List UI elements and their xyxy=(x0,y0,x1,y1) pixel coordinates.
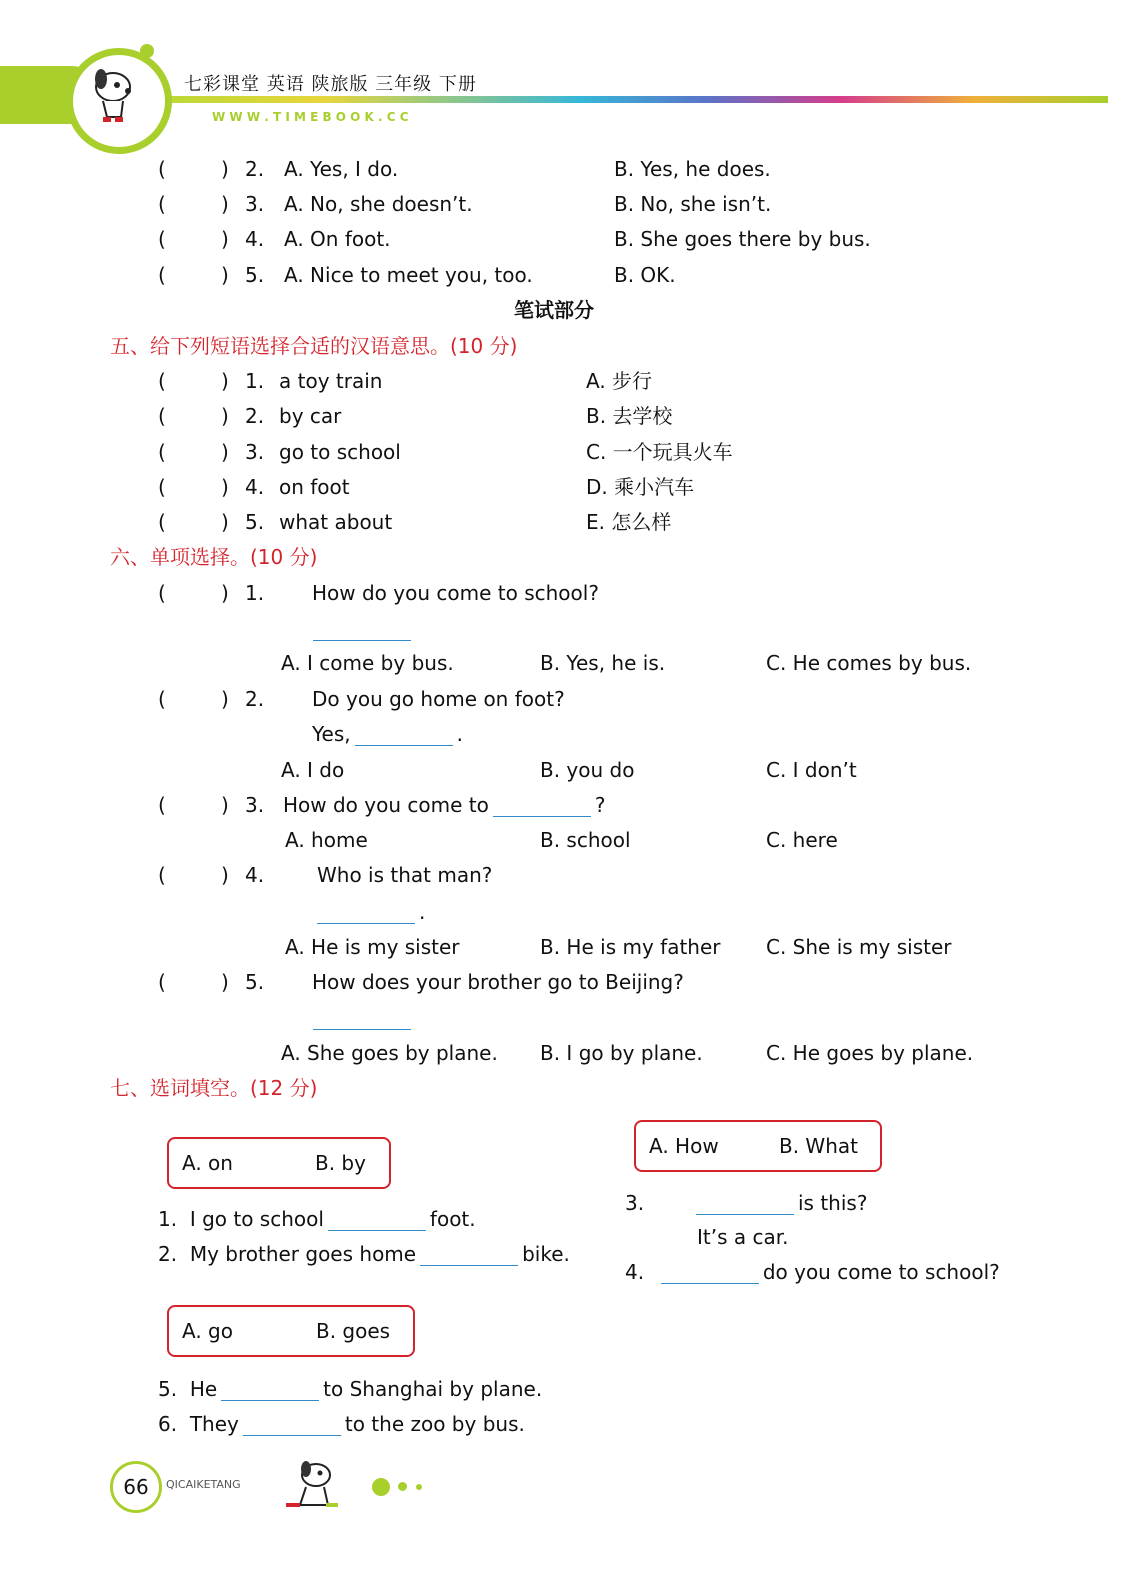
dog-mascot-icon xyxy=(73,55,151,133)
paren-close: ) xyxy=(221,157,229,181)
choice-a: A. home xyxy=(285,828,368,852)
option-b: B. No, she isn’t. xyxy=(614,192,772,216)
footer-dot-large xyxy=(372,1478,390,1496)
paren-open: ( xyxy=(158,263,166,287)
question-text: Who is that man? xyxy=(317,863,493,887)
written-part-title: 笔试部分 xyxy=(514,298,594,322)
section7-title: 七、选词填空。(12 分) xyxy=(110,1076,318,1100)
answer-blank[interactable] xyxy=(420,1247,518,1266)
english-phrase: on foot xyxy=(279,475,350,499)
item-number: 4. xyxy=(245,475,265,499)
sentence-6: 6. They to the zoo by bus. xyxy=(158,1412,525,1436)
answer-blank[interactable] xyxy=(661,1265,759,1284)
choice-c: C. She is my sister xyxy=(766,935,952,959)
question-text: Do you go home on foot? xyxy=(312,687,565,711)
answer-blank[interactable] xyxy=(317,905,415,924)
section6-title: 六、单项选择。(10 分) xyxy=(110,545,318,569)
item-number: 2. xyxy=(245,404,265,428)
question-line: How do you come to ? xyxy=(283,793,606,817)
option-b: B. She goes there by bus. xyxy=(614,227,871,251)
option-a: A. Yes, I do. xyxy=(284,157,399,181)
sentence-2: 2. My brother goes home bike. xyxy=(158,1242,570,1266)
word-option: B. What xyxy=(779,1134,858,1158)
chinese-option: B. 去学校 xyxy=(586,404,673,428)
sentence-3: is this? xyxy=(692,1191,867,1215)
paren-open: ( xyxy=(158,192,166,216)
chinese-option: C. 一个玩具火车 xyxy=(586,440,733,464)
word-option: B. by xyxy=(315,1151,366,1175)
english-phrase: go to school xyxy=(279,440,401,464)
choice-a: A. I do xyxy=(281,758,345,782)
answer-line: . xyxy=(317,900,425,924)
footer-dot-small xyxy=(416,1484,422,1490)
answer-blank[interactable] xyxy=(221,1382,319,1401)
item-number: 4. xyxy=(245,227,265,251)
word-option: A. on xyxy=(182,1151,233,1175)
choice-c: C. He comes by bus. xyxy=(766,651,972,675)
question-number: 4. xyxy=(245,863,265,887)
word-box-how-what xyxy=(634,1120,882,1172)
word-option: A. go xyxy=(182,1319,233,1343)
question-text: How do you come to school? xyxy=(312,581,599,605)
item-number: 3. xyxy=(245,440,265,464)
footer-brand: QICAIKETANG xyxy=(166,1478,241,1491)
choice-a: A. I come by bus. xyxy=(281,651,454,675)
word-option: A. How xyxy=(649,1134,719,1158)
paren-close: ) xyxy=(221,227,229,251)
item-number: 5. xyxy=(245,263,265,287)
choice-b: B. school xyxy=(540,828,631,852)
chinese-option: A. 步行 xyxy=(586,369,653,393)
question-text: How does your brother go to Beijing? xyxy=(312,970,684,994)
choice-a: A. She goes by plane. xyxy=(281,1041,498,1065)
paren-close: ) xyxy=(221,263,229,287)
answer-blank[interactable] xyxy=(313,640,411,641)
english-phrase: what about xyxy=(279,510,393,534)
reply-line: Yes, . xyxy=(312,722,464,746)
answer-blank[interactable] xyxy=(243,1417,341,1436)
footer-dot-medium xyxy=(398,1482,407,1491)
option-a: A. No, she doesn’t. xyxy=(284,192,473,216)
english-phrase: by car xyxy=(279,404,342,428)
english-phrase: a toy train xyxy=(279,369,383,393)
header-dot xyxy=(140,44,154,58)
question-number: 2. xyxy=(245,687,265,711)
word-box-on-by xyxy=(167,1137,391,1189)
item-number: 5. xyxy=(245,510,265,534)
sentence-3-reply: It’s a car. xyxy=(697,1225,789,1249)
choice-b: B. you do xyxy=(540,758,635,782)
choice-c: C. here xyxy=(766,828,838,852)
sentence-3-number: 3. xyxy=(625,1191,645,1215)
answer-blank[interactable] xyxy=(493,798,591,817)
option-b: B. Yes, he does. xyxy=(614,157,771,181)
header-rainbow-line xyxy=(150,96,1108,103)
option-b: B. OK. xyxy=(614,263,676,287)
answer-blank[interactable] xyxy=(696,1196,794,1215)
item-number: 1. xyxy=(245,369,265,393)
answer-blank[interactable] xyxy=(328,1212,426,1231)
paren-open: ( xyxy=(158,157,166,181)
paren-close: ) xyxy=(221,192,229,216)
sentence-5: 5. He to Shanghai by plane. xyxy=(158,1377,543,1401)
question-number: 1. xyxy=(245,581,265,605)
item-number: 2. xyxy=(245,157,265,181)
choice-b: B. He is my father xyxy=(540,935,721,959)
chinese-option: D. 乘小汽车 xyxy=(586,475,695,499)
option-a: A. Nice to meet you, too. xyxy=(284,263,533,287)
word-option: B. goes xyxy=(316,1319,391,1343)
item-number: 3. xyxy=(245,192,265,216)
sentence-4: 4. do you come to school? xyxy=(625,1260,1000,1284)
paren-open: ( xyxy=(158,227,166,251)
choice-c: C. I don’t xyxy=(766,758,857,782)
question-number: 5. xyxy=(245,970,265,994)
word-box-go-goes xyxy=(167,1305,415,1357)
mascot-logo xyxy=(66,48,172,154)
section5-title: 五、给下列短语选择合适的汉语意思。(10 分) xyxy=(110,334,518,358)
answer-blank[interactable] xyxy=(355,727,453,746)
option-a: A. On foot. xyxy=(284,227,391,251)
answer-blank[interactable] xyxy=(313,1029,411,1030)
header-website: W W W . T I M E B O O K . C C xyxy=(212,110,409,124)
question-number: 3. xyxy=(245,793,265,817)
header-title: 七彩课堂 英语 陕旅版 三年级 下册 xyxy=(184,74,477,95)
choice-c: C. He goes by plane. xyxy=(766,1041,974,1065)
sentence-1: 1. I go to school foot. xyxy=(158,1207,476,1231)
footer-mascot-icon xyxy=(278,1455,350,1513)
choice-b: B. Yes, he is. xyxy=(540,651,666,675)
page-number: 66 xyxy=(110,1461,162,1513)
chinese-option: E. 怎么样 xyxy=(586,510,672,534)
choice-b: B. I go by plane. xyxy=(540,1041,703,1065)
choice-a: A. He is my sister xyxy=(285,935,460,959)
